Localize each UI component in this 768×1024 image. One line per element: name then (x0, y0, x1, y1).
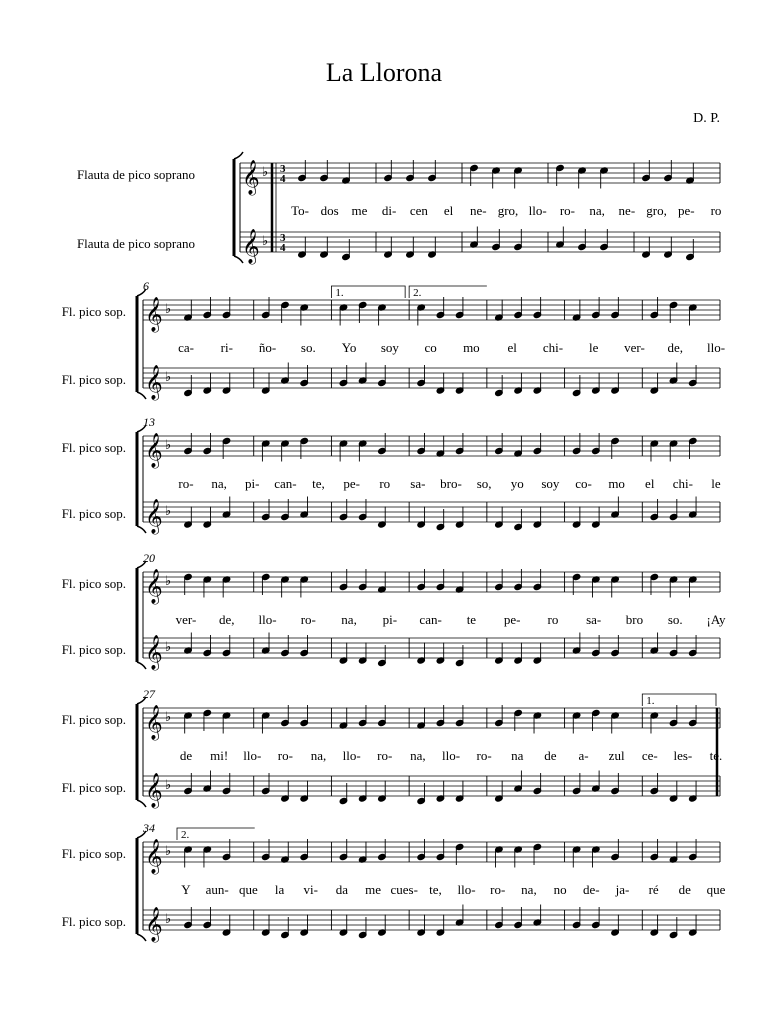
lyric-syllable: ¡Ay (706, 612, 726, 627)
lyric-syllable: Y (181, 882, 191, 897)
flat-key-signature-icon: ♭ (165, 777, 172, 792)
treble-clef-icon: 𝄞 (145, 774, 163, 807)
lyric-syllable: que (238, 882, 258, 897)
lyric-syllable: so. (300, 340, 316, 355)
lyric-syllable: ño- (258, 340, 277, 355)
time-signature-denominator: 4 (280, 242, 286, 254)
lyric-syllable: ro- (178, 476, 194, 491)
lyric-syllable: de, (219, 612, 235, 627)
lyric-syllable: Yo (341, 340, 357, 355)
lyric-syllable: co- (575, 476, 592, 491)
lyric-syllable: ro- (490, 882, 506, 897)
treble-clef-icon: 𝄞 (145, 570, 163, 603)
composer-credit: D. P. (693, 111, 720, 126)
lyric-syllable: a- (578, 748, 589, 763)
lyric-syllable: llo- (243, 748, 262, 763)
lyric-syllable: pi- (245, 476, 260, 491)
lyric-syllable: el (645, 476, 655, 491)
treble-clef-icon: 𝄞 (145, 636, 163, 669)
lyric-syllable: di- (381, 203, 397, 218)
flat-key-signature-icon: ♭ (165, 437, 172, 452)
lyric-syllable: el (507, 340, 517, 355)
lyric-syllable: dos (320, 203, 339, 218)
lyric-syllable: na, (589, 203, 605, 218)
lyric-syllable: ja- (615, 882, 630, 897)
lyric-syllable: de, (667, 340, 683, 355)
measure-number: 34 (143, 821, 155, 835)
lyric-syllable: na, (211, 476, 227, 491)
lyric-syllable: pe- (343, 476, 360, 491)
bracket-top-hook (234, 152, 243, 159)
score-title: La Llorona (325, 58, 443, 87)
flat-key-signature-icon: ♭ (262, 164, 269, 179)
volta-label-1: 1. (646, 695, 655, 707)
lyric-syllable: ro- (300, 612, 316, 627)
measure-number: 6 (143, 279, 149, 293)
lyric-syllable: de (544, 748, 557, 763)
flat-key-signature-icon: ♭ (165, 573, 172, 588)
treble-clef-icon: 𝄞 (145, 706, 163, 739)
lyric-syllable: llo- (457, 882, 476, 897)
lyric-syllable: te. (709, 748, 723, 763)
treble-clef-icon: 𝄞 (145, 366, 163, 399)
time-signature-numerator: 3 (280, 163, 286, 175)
lyric-syllable: pe- (677, 203, 695, 218)
measure-number: 20 (143, 551, 155, 565)
time-signature-denominator: 4 (280, 173, 286, 185)
lyric-syllable: aun- (205, 882, 229, 897)
lyric-syllable: le (588, 340, 599, 355)
treble-clef-icon: 𝄞 (145, 298, 163, 331)
treble-clef-icon: 𝄞 (145, 500, 163, 533)
volta-label-2: 2. (181, 829, 190, 841)
lyric-syllable: de- (582, 882, 600, 897)
lyric-syllable: pi- (382, 612, 398, 627)
lyric-syllable: me (365, 882, 382, 897)
lyric-syllable: ri- (220, 340, 233, 355)
lyric-syllable: na, (310, 748, 327, 763)
staff-label-lower: Fl. pico sop. (61, 914, 126, 929)
lyric-syllable: mo (463, 340, 480, 355)
treble-clef-icon: 𝄞 (145, 434, 163, 467)
lyric-syllable: gro, (497, 203, 519, 218)
lyric-syllable: de (179, 748, 193, 763)
lyric-syllable: chi- (672, 476, 693, 491)
lyric-syllable: so, (476, 476, 492, 491)
lyric-syllable: bro (625, 612, 644, 627)
lyric-syllable: ré (648, 882, 659, 897)
lyric-syllable: le (711, 476, 721, 491)
staff-label-lower: Fl. pico sop. (61, 780, 126, 795)
lyric-syllable: ver- (175, 612, 197, 627)
flat-key-signature-icon: ♭ (165, 301, 172, 316)
lyric-syllable: cues- (390, 882, 418, 897)
lyric-syllable: me (351, 203, 368, 218)
flat-key-signature-icon: ♭ (165, 503, 172, 518)
lyric-syllable: cen (409, 203, 428, 218)
lyric-syllable: mi! (210, 748, 229, 763)
lyric-syllable: ro (379, 476, 391, 491)
lyric-syllable: te, (429, 882, 442, 897)
staff-label-upper: Fl. pico sop. (61, 712, 126, 727)
lyric-syllable: les- (673, 748, 693, 763)
staff-label-upper: Fl. pico sop. (61, 440, 126, 455)
lyric-syllable: co (424, 340, 437, 355)
staff-label-upper: Fl. pico sop. (61, 576, 126, 591)
lyric-syllable: ca- (178, 340, 194, 355)
staff-label-upper: Fl. pico sop. (61, 304, 126, 319)
lyric-syllable: llo- (528, 203, 547, 218)
lyric-syllable: bro- (440, 476, 462, 491)
lyric-syllable: zul (608, 748, 625, 763)
lyric-syllable: na, (410, 748, 426, 763)
lyric-syllable: ro- (377, 748, 393, 763)
volta-label-1: 1. (335, 287, 344, 299)
staff-label-lower: Fl. pico sop. (61, 506, 126, 521)
lyric-syllable: te (466, 612, 477, 627)
lyric-syllable: soy (380, 340, 399, 355)
lyric-syllable: ne- (618, 203, 636, 218)
lyric-syllable: llo- (441, 748, 461, 763)
measure-number: 27 (143, 687, 155, 701)
lyric-syllable: na (511, 748, 524, 763)
volta-label-2: 2. (413, 287, 422, 299)
lyric-syllable: de (678, 882, 691, 897)
lyric-syllable: soy (541, 476, 560, 491)
lyric-syllable: llo- (258, 612, 277, 627)
lyric-syllable: ro- (277, 748, 293, 763)
lyric-syllable: sa- (410, 476, 426, 491)
lyric-syllable: chi- (542, 340, 564, 355)
treble-clef-icon: 𝄞 (145, 908, 163, 941)
lyric-syllable: yo (510, 476, 524, 491)
flat-key-signature-icon: ♭ (165, 369, 172, 384)
lyric-syllable: llo- (342, 748, 361, 763)
staff-label-lower: Flauta de pico soprano (76, 236, 195, 251)
treble-clef-icon: 𝄞 (242, 161, 260, 194)
staff-label-upper: Flauta de pico soprano (76, 167, 195, 182)
flat-key-signature-icon: ♭ (165, 843, 172, 858)
lyric-syllable: ne- (469, 203, 487, 218)
flat-key-signature-icon: ♭ (165, 709, 172, 724)
lyric-syllable: que (706, 882, 726, 897)
lyric-syllable: te, (312, 476, 325, 491)
flat-key-signature-icon: ♭ (262, 233, 269, 248)
lyric-syllable: vi- (303, 882, 318, 897)
lyric-syllable: la (274, 882, 285, 897)
lyric-syllable: pe- (503, 612, 521, 627)
flat-key-signature-icon: ♭ (165, 639, 172, 654)
lyric-syllable: ce- (641, 748, 658, 763)
lyric-syllable: llo- (706, 340, 726, 355)
lyric-syllable: mo (608, 476, 625, 491)
lyric-syllable: gro, (646, 203, 667, 218)
staff-label-lower: Fl. pico sop. (61, 642, 126, 657)
staff-label-upper: Fl. pico sop. (61, 846, 126, 861)
lyric-syllable: ro- (476, 748, 492, 763)
lyric-syllable: so. (667, 612, 683, 627)
lyric-syllable: To- (291, 203, 309, 218)
lyric-syllable: ro- (559, 203, 576, 218)
flat-key-signature-icon: ♭ (165, 911, 172, 926)
lyric-syllable: na, (521, 882, 537, 897)
staff-label-lower: Fl. pico sop. (61, 372, 126, 387)
lyric-syllable: no (553, 882, 567, 897)
treble-clef-icon: 𝄞 (242, 230, 260, 263)
measure-number: 13 (143, 415, 155, 429)
lyric-syllable: ver- (624, 340, 645, 355)
lyric-syllable: el (443, 203, 454, 218)
lyric-syllable: ro (710, 203, 722, 218)
lyric-syllable: na, (341, 612, 357, 627)
lyric-syllable: da (335, 882, 349, 897)
lyric-syllable: can- (274, 476, 297, 491)
lyric-syllable: ro (547, 612, 559, 627)
lyric-syllable: sa- (586, 612, 602, 627)
lyric-syllable: can- (419, 612, 442, 627)
treble-clef-icon: 𝄞 (145, 840, 163, 873)
time-signature-numerator: 3 (280, 232, 286, 244)
